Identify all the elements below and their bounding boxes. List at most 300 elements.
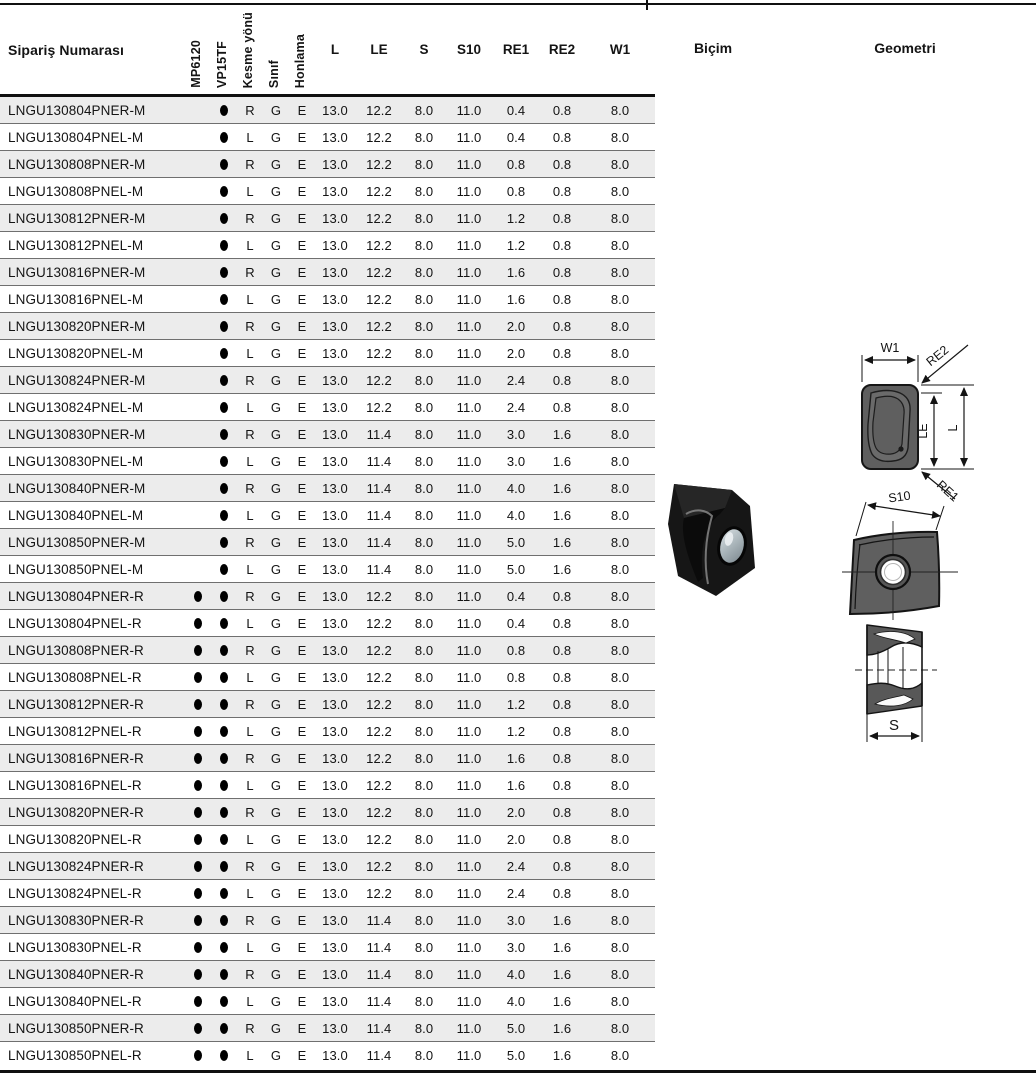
vp15tf-dot-cell <box>211 97 237 123</box>
honing-cell: E <box>297 885 307 901</box>
dim-s-cell: 8.0 <box>414 885 434 901</box>
mp6120-dot-cell <box>185 97 211 123</box>
dim-re2-cell: 0.8 <box>552 210 572 226</box>
cutting-direction-cell: L <box>246 453 254 469</box>
dim-w1-cell: 8.0 <box>610 831 630 847</box>
cutting-direction-cell: R <box>245 750 255 766</box>
mp6120-dot-cell <box>185 961 211 987</box>
dim-re2-cell: 0.8 <box>552 399 572 415</box>
order-number-cell: LNGU130816PNER-M <box>8 264 146 280</box>
cutting-direction-cell: R <box>245 858 255 874</box>
dim-w1-header: W1 <box>609 42 631 57</box>
cutting-direction-cell: R <box>245 534 255 550</box>
honing-cell: E <box>297 993 307 1009</box>
top-view-inner-contour <box>873 396 904 454</box>
dim-l-cell: 13.0 <box>322 696 348 712</box>
mp6120-dot-cell <box>185 340 211 366</box>
cutting-direction-cell: L <box>246 399 254 415</box>
cutting-direction-cell: L <box>246 669 254 685</box>
dim-l-cell: 13.0 <box>322 642 348 658</box>
dim-w1-cell: 8.0 <box>610 372 630 388</box>
mp6120-dot-cell <box>185 205 211 231</box>
dim-s10-cell: 11.0 <box>456 183 482 199</box>
dim-re1-cell: 4.0 <box>506 480 526 496</box>
top-view-drawing <box>838 332 1020 504</box>
dim-l-cell: 13.0 <box>322 480 348 496</box>
dim-re1-cell: 3.0 <box>506 426 526 442</box>
dim-s10-cell: 11.0 <box>456 750 482 766</box>
vp15tf-dot-cell <box>211 745 237 771</box>
vp15tf-dot-cell <box>211 934 237 960</box>
order-number-cell: LNGU130830PNER-R <box>8 912 144 928</box>
grade-available-dot <box>194 861 202 872</box>
order-number-header-label: Sipariş Numarası <box>8 41 124 58</box>
dim-s10-header: S10 <box>456 42 482 57</box>
dim-le-cell: 12.2 <box>366 345 392 361</box>
vp15tf-dot-cell <box>211 313 237 339</box>
order-number-cell: LNGU130840PNER-R <box>8 966 144 982</box>
dim-le-cell: 12.2 <box>366 615 392 631</box>
order-number-cell: LNGU130812PNER-R <box>8 696 144 712</box>
dim-s-cell: 8.0 <box>414 669 434 685</box>
grade-available-dot <box>220 699 228 710</box>
table-row <box>0 97 655 124</box>
cutting-direction-cell: R <box>245 1020 255 1036</box>
dim-re1-cell: 2.4 <box>506 885 526 901</box>
dim-s10-cell: 11.0 <box>456 480 482 496</box>
cutting-direction-cell: L <box>246 777 254 793</box>
dim-re1-cell: 4.0 <box>506 507 526 523</box>
dim-w1-cell: 8.0 <box>610 804 630 820</box>
dim-w1-cell: 8.0 <box>610 480 630 496</box>
class-header <box>263 5 289 94</box>
mp6120-dot-cell <box>185 907 211 933</box>
dim-s-cell: 8.0 <box>414 453 434 469</box>
vp15tf-dot-cell <box>211 205 237 231</box>
order-number-cell: LNGU130812PNEL-M <box>8 237 144 253</box>
re1-dim-label: RE1 <box>933 477 962 505</box>
grade-available-dot <box>220 132 228 143</box>
grade-available-dot <box>194 834 202 845</box>
dim-s10-cell: 11.0 <box>456 453 482 469</box>
dim-l-cell: 13.0 <box>322 1020 348 1036</box>
table-row <box>0 961 655 988</box>
order-number-cell: LNGU130824PNER-M <box>8 372 146 388</box>
dim-s10-cell: 11.0 <box>456 426 482 442</box>
honing-cell: E <box>297 480 307 496</box>
dim-s10-cell: 11.0 <box>456 1020 482 1036</box>
dim-re1-cell: 5.0 <box>506 561 526 577</box>
vp15tf-dot-cell <box>211 340 237 366</box>
mp6120-dot-cell <box>185 286 211 312</box>
table-row <box>0 421 655 448</box>
order-number-cell: LNGU130850PNER-M <box>8 534 146 550</box>
class-cell: G <box>270 993 282 1009</box>
dim-s-cell: 8.0 <box>414 912 434 928</box>
dim-w1-cell: 8.0 <box>610 1048 630 1063</box>
table-row <box>0 988 655 1015</box>
vp15tf-dot-cell <box>211 637 237 663</box>
dim-re2-cell: 1.6 <box>552 561 572 577</box>
dim-s-cell: 8.0 <box>414 696 434 712</box>
dim-s-cell: 8.0 <box>414 615 434 631</box>
vp15tf-dot-cell <box>211 988 237 1014</box>
vp15tf-dot-cell <box>211 718 237 744</box>
dim-re2-cell: 0.8 <box>552 264 572 280</box>
honing-cell: E <box>297 345 307 361</box>
dim-s-cell: 8.0 <box>414 345 434 361</box>
vp15tf-dot-cell <box>211 259 237 285</box>
dim-s-cell: 8.0 <box>414 642 434 658</box>
dim-re1-cell: 1.2 <box>506 723 526 739</box>
dim-w1-cell: 8.0 <box>610 156 630 172</box>
class-cell: G <box>270 966 282 982</box>
dim-s10-cell: 11.0 <box>456 885 482 901</box>
dim-l-cell: 13.0 <box>322 102 348 118</box>
class-cell: G <box>270 210 282 226</box>
table-row <box>0 475 655 502</box>
vp15tf-dot-cell <box>211 610 237 636</box>
honing-cell: E <box>297 777 307 793</box>
honing-cell: E <box>297 210 307 226</box>
mp6120-dot-cell <box>185 880 211 906</box>
class-cell: G <box>270 723 282 739</box>
dim-re1-cell: 5.0 <box>506 1048 526 1063</box>
dim-l-cell: 13.0 <box>322 237 348 253</box>
mp6120-dot-cell <box>185 232 211 258</box>
dim-re1-cell: 0.8 <box>506 642 526 658</box>
mp6120-dot-cell <box>185 772 211 798</box>
grade-available-dot <box>220 240 228 251</box>
dim-s10-cell: 11.0 <box>456 399 482 415</box>
dim-re2-cell: 1.6 <box>552 1048 572 1063</box>
class-cell: G <box>270 777 282 793</box>
dim-re2-cell: 1.6 <box>552 507 572 523</box>
dim-s-cell: 8.0 <box>414 993 434 1009</box>
dim-s-cell: 8.0 <box>414 858 434 874</box>
table-row <box>0 772 655 799</box>
dim-le-cell: 11.4 <box>366 426 392 442</box>
table-row <box>0 691 655 718</box>
dim-s10-cell: 11.0 <box>456 264 482 280</box>
honing-cell: E <box>297 129 307 145</box>
grade-available-dot <box>220 213 228 224</box>
grade-available-dot <box>194 969 202 980</box>
vp15tf-dot-cell <box>211 691 237 717</box>
class-cell: G <box>270 561 282 577</box>
geometry-column-header: Geometri <box>874 40 936 56</box>
mp6120-dot-cell <box>185 988 211 1014</box>
dim-l-header: L <box>330 42 340 57</box>
side-view-drawing <box>845 614 957 750</box>
cutting-direction-cell: L <box>246 507 254 523</box>
class-cell: G <box>270 426 282 442</box>
dim-w1-cell: 8.0 <box>610 453 630 469</box>
mp6120-dot-cell <box>185 1015 211 1041</box>
dim-s-cell: 8.0 <box>414 318 434 334</box>
grade-available-dot <box>220 834 228 845</box>
mp6120-dot-cell <box>185 313 211 339</box>
dim-s10-cell: 11.0 <box>456 696 482 712</box>
dim-re1-cell: 0.8 <box>506 156 526 172</box>
dim-l-cell: 13.0 <box>322 183 348 199</box>
class-cell: G <box>270 318 282 334</box>
grade-available-dot <box>194 591 202 602</box>
class-cell: G <box>270 1020 282 1036</box>
dim-re2-cell: 0.8 <box>552 885 572 901</box>
dim-re2-cell: 0.8 <box>552 156 572 172</box>
dim-le-cell: 12.2 <box>366 372 392 388</box>
grade-available-dot <box>220 888 228 899</box>
dim-re1-cell: 2.4 <box>506 372 526 388</box>
dim-s10-cell: 11.0 <box>456 129 482 145</box>
dim-re1-cell: 1.2 <box>506 696 526 712</box>
order-number-cell: LNGU130808PNER-R <box>8 642 144 658</box>
table-row <box>0 313 655 340</box>
vp15tf-dot-cell <box>211 421 237 447</box>
dim-s-cell: 8.0 <box>414 939 434 955</box>
dim-le-cell: 11.4 <box>366 453 392 469</box>
class-cell: G <box>270 642 282 658</box>
dim-s10-cell: 11.0 <box>456 777 482 793</box>
dim-s-cell: 8.0 <box>414 588 434 604</box>
mp6120-dot-cell <box>185 934 211 960</box>
dim-s-cell: 8.0 <box>414 777 434 793</box>
honing-cell: E <box>297 561 307 577</box>
cutting-direction-cell: L <box>246 723 254 739</box>
dim-w1-cell: 8.0 <box>610 1020 630 1036</box>
grade-available-dot <box>220 726 228 737</box>
grade-available-dot <box>194 1050 202 1061</box>
dim-le-cell: 12.2 <box>366 885 392 901</box>
vp15tf-dot-cell <box>211 961 237 987</box>
table-row <box>0 340 655 367</box>
table-row <box>0 124 655 151</box>
dim-re2-cell: 1.6 <box>552 993 572 1009</box>
table-row <box>0 610 655 637</box>
dim-s10-cell: 11.0 <box>456 939 482 955</box>
grade-available-dot <box>194 699 202 710</box>
order-number-cell: LNGU130824PNER-R <box>8 858 144 874</box>
dim-s-cell: 8.0 <box>414 561 434 577</box>
dim-re1-cell: 5.0 <box>506 1020 526 1036</box>
grade-available-dot <box>220 807 228 818</box>
order-number-cell: LNGU130804PNEL-M <box>8 129 144 145</box>
dim-le-cell: 12.2 <box>366 129 392 145</box>
cutting-direction-cell: R <box>245 804 255 820</box>
vp15tf-dot-cell <box>211 1015 237 1041</box>
dim-l-cell: 13.0 <box>322 885 348 901</box>
cutting-direction-cell: L <box>246 237 254 253</box>
dim-le-cell: 12.2 <box>366 183 392 199</box>
grade-available-dot <box>220 537 228 548</box>
honing-cell: E <box>297 1020 307 1036</box>
dim-re2-cell: 1.6 <box>552 966 572 982</box>
order-number-cell: LNGU130816PNER-R <box>8 750 144 766</box>
vp15tf-dot-cell <box>211 907 237 933</box>
dim-s-cell: 8.0 <box>414 102 434 118</box>
dim-re1-cell: 0.4 <box>506 588 526 604</box>
table-row <box>0 205 655 232</box>
class-cell: G <box>270 345 282 361</box>
vp15tf-dot-cell <box>211 286 237 312</box>
dim-re2-cell: 0.8 <box>552 318 572 334</box>
dim-s10-cell: 11.0 <box>456 588 482 604</box>
cutting-direction-cell: R <box>245 426 255 442</box>
grade-mp6120-header <box>185 5 211 94</box>
grade-available-dot <box>220 996 228 1007</box>
grade-available-dot <box>220 753 228 764</box>
cutting-direction-cell: R <box>245 696 255 712</box>
dim-re1-cell: 2.4 <box>506 858 526 874</box>
table-row <box>0 556 655 583</box>
dim-w1-cell: 8.0 <box>610 426 630 442</box>
class-cell: G <box>270 696 282 712</box>
dim-w1-cell: 8.0 <box>610 102 630 118</box>
honing-cell: E <box>297 318 307 334</box>
grade-available-dot <box>194 996 202 1007</box>
cutting-direction-cell: L <box>246 939 254 955</box>
dim-le-header: LE <box>370 42 388 57</box>
grade-available-dot <box>194 888 202 899</box>
class-cell: G <box>270 831 282 847</box>
dim-re1-cell: 2.0 <box>506 804 526 820</box>
table-row <box>0 664 655 691</box>
dim-re1-cell: 3.0 <box>506 912 526 928</box>
dim-le-cell: 12.2 <box>366 588 392 604</box>
vp15tf-dot-cell <box>211 826 237 852</box>
dim-re1-cell: 0.8 <box>506 669 526 685</box>
dim-re2-cell: 0.8 <box>552 183 572 199</box>
cutting-direction-cell: R <box>245 642 255 658</box>
vp15tf-dot-cell <box>211 475 237 501</box>
dim-s-cell: 8.0 <box>414 1048 434 1063</box>
grade-available-dot <box>194 807 202 818</box>
dim-re2-cell: 0.8 <box>552 615 572 631</box>
dim-re2-cell: 1.6 <box>552 453 572 469</box>
table-row <box>0 583 655 610</box>
vp15tf-dot-cell <box>211 880 237 906</box>
dim-s10-cell: 11.0 <box>456 804 482 820</box>
honing-cell: E <box>297 804 307 820</box>
order-number-cell: LNGU130804PNER-R <box>8 588 144 604</box>
cutting-direction-cell: L <box>246 993 254 1009</box>
mp6120-dot-cell <box>185 529 211 555</box>
order-number-cell: LNGU130812PNER-M <box>8 210 146 226</box>
dim-s10-cell: 11.0 <box>456 291 482 307</box>
cutting-direction-cell: L <box>246 129 254 145</box>
dim-re2-cell: 1.6 <box>552 912 572 928</box>
mp6120-dot-cell <box>185 637 211 663</box>
table-row <box>0 718 655 745</box>
honing-cell: E <box>297 966 307 982</box>
order-number-cell: LNGU130820PNEL-M <box>8 345 144 361</box>
table-row <box>0 907 655 934</box>
class-cell: G <box>270 183 282 199</box>
insert-spec-table <box>0 5 655 1069</box>
grade-available-dot <box>220 321 228 332</box>
class-cell: G <box>270 156 282 172</box>
dim-re2-cell: 0.8 <box>552 750 572 766</box>
mp6120-dot-cell <box>185 799 211 825</box>
dim-s10-cell: 11.0 <box>456 642 482 658</box>
order-number-cell: LNGU130804PNEL-R <box>8 615 142 631</box>
vp15tf-dot-cell <box>211 448 237 474</box>
dim-re1-cell: 0.4 <box>506 102 526 118</box>
dim-le-cell: 12.2 <box>366 750 392 766</box>
dim-w1-cell: 8.0 <box>610 534 630 550</box>
grade-available-dot <box>220 861 228 872</box>
dim-le-cell: 11.4 <box>366 1048 392 1063</box>
dim-l-cell: 13.0 <box>322 318 348 334</box>
dim-w1-cell: 8.0 <box>610 966 630 982</box>
class-cell: G <box>270 534 282 550</box>
table-header-row <box>0 5 655 97</box>
order-number-cell: LNGU130808PNER-M <box>8 156 146 172</box>
class-cell: G <box>270 237 282 253</box>
cutting-direction-cell: R <box>245 966 255 982</box>
table-row <box>0 745 655 772</box>
dim-w1-cell: 8.0 <box>610 318 630 334</box>
dim-s10-cell: 11.0 <box>456 318 482 334</box>
honing-cell: E <box>297 588 307 604</box>
l-dim-label: L <box>946 424 960 432</box>
mp6120-dot-cell <box>185 583 211 609</box>
mp6120-dot-cell <box>185 718 211 744</box>
grade-available-dot <box>220 348 228 359</box>
table-row <box>0 637 655 664</box>
table-row <box>0 232 655 259</box>
order-number-cell: LNGU130850PNER-R <box>8 1020 144 1036</box>
top-view-dot <box>898 446 903 451</box>
grade-available-dot <box>220 267 228 278</box>
honing-header-label: Honlama <box>293 33 307 88</box>
dim-l-cell: 13.0 <box>322 777 348 793</box>
grade-available-dot <box>220 618 228 629</box>
dim-re1-cell: 2.4 <box>506 399 526 415</box>
honing-cell: E <box>297 183 307 199</box>
dim-w1-cell: 8.0 <box>610 939 630 955</box>
order-number-cell: LNGU130820PNER-R <box>8 804 144 820</box>
vp15tf-dot-cell <box>211 367 237 393</box>
table-row <box>0 367 655 394</box>
order-number-cell: LNGU130830PNEL-M <box>8 453 144 469</box>
dim-l-cell: 13.0 <box>322 345 348 361</box>
honing-header <box>289 5 315 94</box>
dim-l-cell: 13.0 <box>322 534 348 550</box>
dim-s-cell: 8.0 <box>414 534 434 550</box>
dim-l-cell: 13.0 <box>322 372 348 388</box>
dim-re2-cell: 1.6 <box>552 480 572 496</box>
table-row <box>0 286 655 313</box>
dim-s10-cell: 11.0 <box>456 966 482 982</box>
dim-le-cell: 12.2 <box>366 696 392 712</box>
table-row <box>0 799 655 826</box>
cutting-direction-cell: R <box>245 156 255 172</box>
dim-s10-cell: 11.0 <box>456 372 482 388</box>
dim-s10-cell: 11.0 <box>456 210 482 226</box>
dim-le-cell: 11.4 <box>366 507 392 523</box>
honing-cell: E <box>297 939 307 955</box>
dim-re2-cell: 0.8 <box>552 588 572 604</box>
order-number-cell: LNGU130850PNEL-M <box>8 561 144 577</box>
mp6120-dot-cell <box>185 826 211 852</box>
order-number-cell: LNGU130808PNEL-R <box>8 669 142 685</box>
dim-l-cell: 13.0 <box>322 129 348 145</box>
mp6120-dot-cell <box>185 421 211 447</box>
vp15tf-dot-cell <box>211 772 237 798</box>
class-cell: G <box>270 912 282 928</box>
